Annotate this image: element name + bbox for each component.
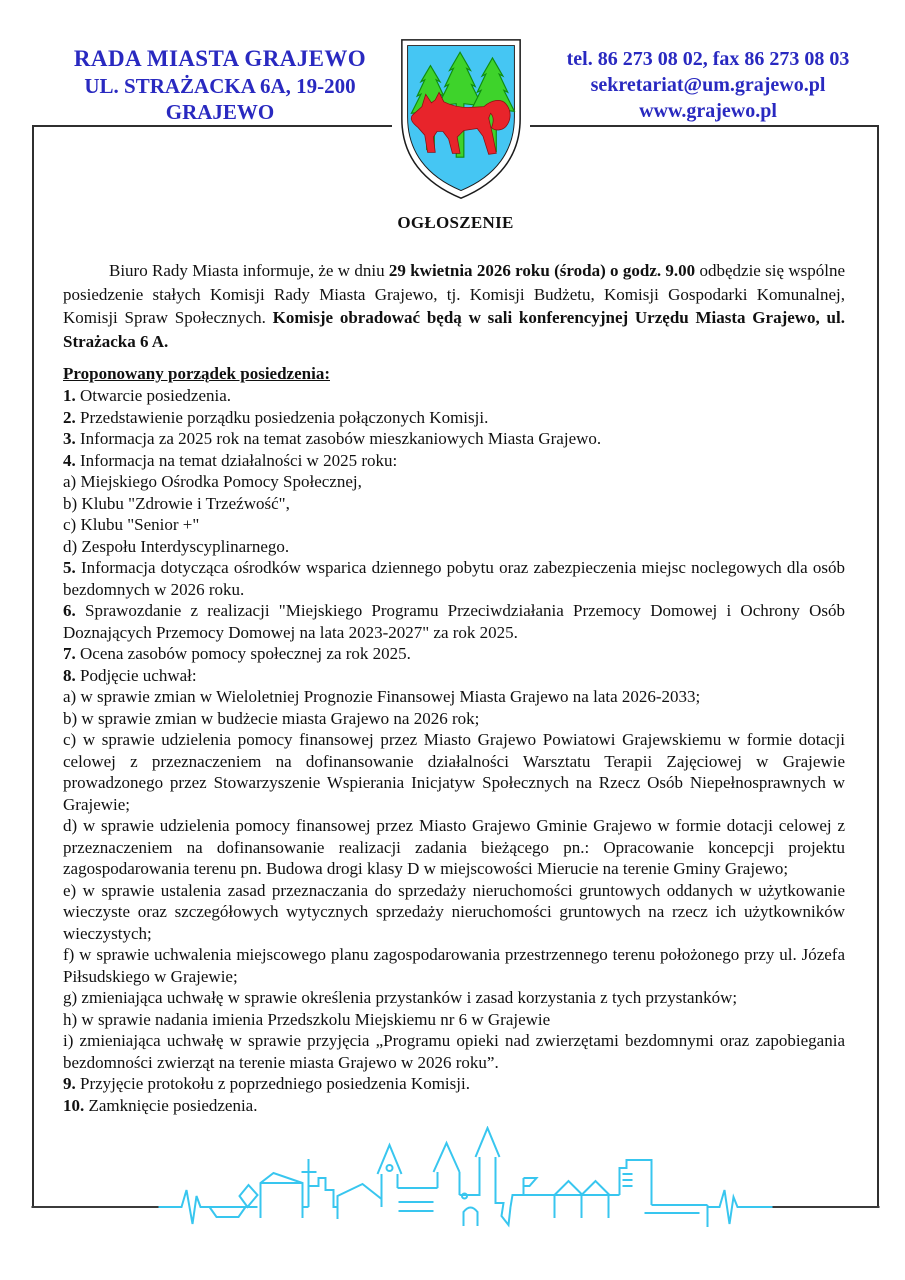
- agenda-item: c) w sprawie udzielenia pomocy finansowej przez Miasto Grajewo Powiatowi Grajewskiemu w formie dotacji celowej z przeznaczeniem na dofinansowanie działalności Warsztatu Terapii Zajęciowej w Grajewie prowadzonego przez Stowarzyszenie Wspierania Inicjatyw Społecznych na Rzecz Osób Niepełnosprawnych w Grajewie;: [63, 730, 845, 814]
- agenda-item: 9. Przyjęcie protokołu z poprzedniego posiedzenia Komisji.: [63, 1074, 470, 1093]
- agenda-item: 5. Informacja dotycząca ośrodków wsparica dziennego pobytu oraz zabezpieczenia miejsc noclegowych dla osób bezdomnych w 2026 roku.: [63, 558, 845, 599]
- agenda-item: e) w sprawie ustalenia zasad przeznaczania do sprzedaży nieruchomości gruntowych oddanych w użytkowanie wieczyste oraz szczegółowych wytycznych sprzedaży nieruchomości gruntowych na rzecz ich użytkowników wieczystych;: [63, 880, 845, 943]
- org-phone-fax: tel. 86 273 08 02, fax 86 273 08 03: [566, 48, 850, 70]
- agenda-item-number: 6.: [63, 601, 85, 620]
- agenda-item: b) w sprawie zmian w budżecie miasta Grajewo na 2026 rok;: [63, 708, 480, 728]
- agenda-item: b) Klubu "Zdrowie i Trzeźwość",: [63, 493, 290, 513]
- intro-paragraph: [63, 259, 845, 353]
- intro-segment: odbędzie się wspólne posiedzenie stałych Komisji Rady Miasta Grajewo, tj. Komisji Budżetu, Komisji Gospodarki Komunalnej, Komisji Spraw Społecznych.: [63, 261, 845, 327]
- agenda-list: [63, 385, 845, 1116]
- agenda-item-number: 8.: [63, 665, 80, 685]
- org-name: RADA MIASTA GRAJEWO: [73, 46, 367, 71]
- agenda-item-number: 4.: [63, 450, 80, 470]
- agenda-item: 8. Podjęcie uchwał:: [63, 665, 197, 685]
- org-address: UL. STRAŻACKA 6A, 19-200 GRAJEWO: [84, 74, 356, 124]
- agenda-item-number: 1.: [63, 386, 80, 405]
- agenda-item: d) Zespołu Interdyscyplinarnego.: [63, 536, 290, 556]
- intro-bold-segment: Komisje obradować będą w sali konferencyjnej Urzędu Miasta Grajewo, ul. Strażacka 6 A.: [63, 308, 845, 351]
- agenda-item: c) Klubu "Senior +": [63, 515, 200, 534]
- contact-block: [536, 46, 880, 124]
- agenda-item: a) w sprawie zmian w Wieloletniej Prognozie Finansowej Miasta Grajewo na lata 2026-2033;: [63, 687, 701, 706]
- agenda-item: g) zmieniająca uchwałę w sprawie określenia przystanków i zasad korzystania z tych przystanków;: [63, 988, 738, 1007]
- city-skyline-ekg-icon: [31, 1126, 880, 1253]
- agenda-item-number: 2.: [63, 407, 80, 427]
- agenda-item: i) zmieniająca uchwałę w sprawie przyjęcia „Programu opieki nad zwierzętami bezdomnymi oraz zapobiegania bezdomności zwierząt na terenie miasta Grajewo w 2026 roku”.: [63, 1031, 845, 1072]
- skyline-lines: [159, 1128, 773, 1227]
- agenda-item: f) w sprawie uchwalenia miejscowego planu zagospodarowania przestrzennego terenu położonego przy ul. Józefa Piłsudskiego w Grajewie;: [63, 945, 845, 986]
- agenda-item-number: 9.: [63, 1074, 80, 1093]
- agenda-item: 4. Informacja na temat działalności w 2025 roku:: [63, 450, 398, 470]
- agenda-item: 6. Sprawozdanie z realizacji "Miejskiego Programu Przeciwdziałania Przemocy Domowej i Ochrony Osób Doznających Przemocy Domowej na lata 2023-2027" za rok 2025.: [63, 601, 846, 642]
- agenda-item-number: 3.: [63, 429, 80, 448]
- intro-segment: Biuro Rady Miasta informuje, że w dniu: [109, 261, 389, 280]
- agenda-item: h) w sprawie nadania imienia Przedszkolu Miejskiemu nr 6 w Grajewie: [63, 1009, 551, 1029]
- agenda-item: 2. Przedstawienie porządku posiedzenia połączonych Komisji.: [63, 407, 489, 427]
- agenda-heading: Proponowany porządek posiedzenia:: [63, 364, 330, 383]
- agenda-item: d) w sprawie udzielenia pomocy finansowej przez Miasto Grajewo Gminie Grajewo w formie dotacji celowej z przeznaczeniem na dofinansowanie realizacji zadania bieżącego pn.: Opracowanie koncepcji projektu zagospodarowania terenu pn. Budowa drogi klasy D w miejscowości Mierucie na terenie Gminy Grajewo;: [63, 816, 845, 878]
- org-website: www.grajewo.pl: [639, 100, 777, 122]
- agenda-item: 1. Otwarcie posiedzenia.: [63, 386, 232, 405]
- agenda-item: 3. Informacja za 2025 rok na temat zasobów mieszkaniowych Miasta Grajewo.: [63, 429, 602, 448]
- document-frame: [32, 125, 879, 1207]
- grajewo-coat-of-arms-icon: [399, 36, 523, 202]
- intro-bold-segment: 29 kwietnia 2026 roku (środa) o godz. 9.00: [388, 261, 696, 280]
- agenda-item: 10. Zamknięcie posiedzenia.: [63, 1095, 258, 1115]
- agenda-item-number: 10.: [63, 1095, 89, 1115]
- agenda-item: a) Miejskiego Ośrodka Pomocy Społecznej,: [63, 472, 362, 491]
- agenda-item-number: 7.: [63, 644, 80, 663]
- agenda-item: 7. Ocena zasobów pomocy społecznej za rok 2025.: [63, 644, 411, 663]
- org-email: sekretariat@um.grajewo.pl: [590, 74, 826, 96]
- document-title: OGŁOSZENIE: [397, 213, 514, 232]
- agenda-item-number: 5.: [63, 558, 81, 577]
- org-block: [34, 44, 406, 125]
